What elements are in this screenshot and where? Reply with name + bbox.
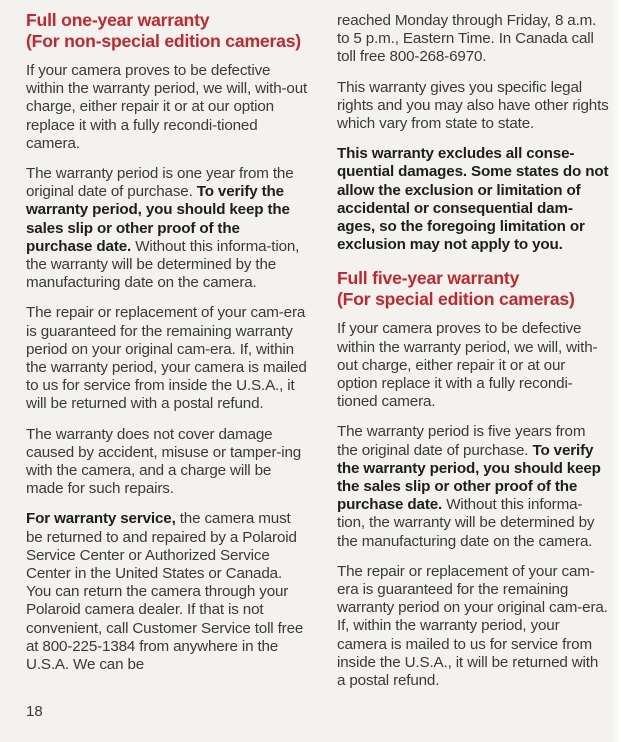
paragraph: This warranty gives you specific legal rights and you may also have other rights which vary from state to state. (337, 78, 609, 133)
left-column (26, 10, 308, 686)
page-edge (611, 0, 621, 742)
paragraph: For warranty service, the camera must be returned to and repaired by a Polaroid Service Center or Authorized Service Center in the United States or Canada. You can return the camera through your Polaroid camera dealer. If that is not convenient, call Customer Service toll free at 800-225-1384 from anywhere in the U.S.A. We can be (26, 510, 304, 674)
one-year-warranty-heading: Full one-year warranty (For non-special edition cameras) (26, 10, 301, 51)
page-number: 18 (26, 703, 43, 720)
paragraph: The warranty does not cover damage caused by accident, misuse or tamper-ing with the camera, and a charge will be made for such repairs. (26, 425, 302, 498)
paragraph: The warranty period is five years from the original date of purchase. To verify the warranty period, you should keep the sales slip or other proof of the purchase date. Without this informa-tion, the warranty will be determined by the manufacturing date on the camera. (337, 423, 601, 550)
five-year-warranty-heading: Full five-year warranty (For special edition cameras) (337, 268, 575, 310)
right-column (337, 12, 609, 702)
paragraph: If your camera proves to be defective within the warranty period, we will, with-out charge, either repair it or at our option replace it with a fully recondi-tioned camera. (337, 320, 598, 411)
exclusion-paragraph: This warranty excludes all conse-quential damages. Some states do not allow the exclusion or limitation of accidental or consequential dam-ages, so the foregoing limitation or exclusion may not apply to you. (337, 145, 609, 254)
paragraph: The repair or replacement of your cam-era is guaranteed for the remaining warranty period on your original cam-era. If, within the warranty period, your camera is mailed to us for service from inside the U.S.A., it will be returned with a postal refund. (337, 562, 608, 690)
paragraph: The repair or replacement of your cam-era is guaranteed for the remaining warranty period on your original cam-era. If, within the warranty period, your camera is mailed to us for service from inside the U.S.A., it will be returned with a postal refund. (26, 304, 307, 413)
paragraph: reached Monday through Friday, 8 a.m. to 5 p.m., Eastern Time. In Canada call toll free 800-268-6970. (337, 12, 597, 66)
paragraph: If your camera proves to be defective within the warranty period, we will, with-out charge, either repair it or at our option replace it with a fully recondi-tioned camera. (26, 62, 308, 152)
paragraph: The warranty period is one year from the original date of purchase. To verify the warranty period, you should keep the sales slip or other proof of the purchase date. Without this informa-tion, the warranty will be determined by the manufacturing date on the camera. (26, 165, 300, 292)
